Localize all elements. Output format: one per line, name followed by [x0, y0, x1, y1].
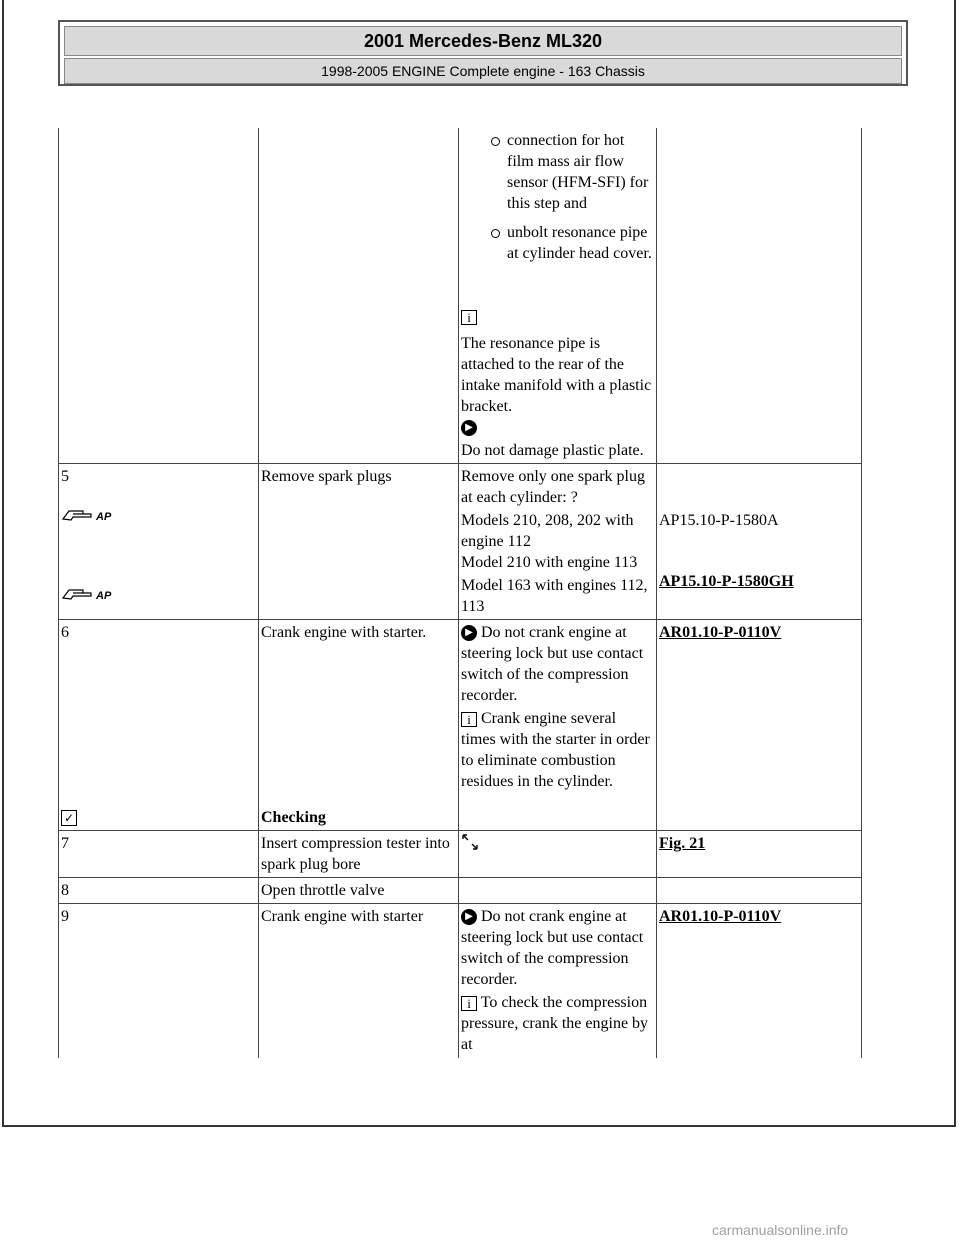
ap-hand-icon	[61, 586, 121, 608]
warning-icon: ▶	[461, 909, 477, 925]
reference-link[interactable]: AR01.10-P-0110V	[659, 624, 782, 641]
step-title-cell	[259, 620, 459, 831]
info-note-icon: i	[461, 996, 477, 1011]
warning-text: Do not crank engine at steering lock but use contact switch of the compression recorder.	[461, 624, 644, 704]
sub-item-text: Model 163 with engines 112, 113	[461, 577, 648, 615]
figure-link[interactable]: Fig. 21	[659, 835, 706, 852]
header-subtitle: 1998-2005 ENGINE Complete engine - 163 Chassis	[64, 58, 902, 84]
note-text: To check the compression pressure, crank the engine by at	[461, 994, 649, 1053]
table-row	[59, 464, 862, 620]
page-header	[58, 20, 908, 86]
step-title: Insert compression tester into spark plug bore	[259, 831, 459, 878]
step-number: 7	[59, 831, 259, 878]
warning-icon: ▶	[461, 625, 477, 641]
step-number-cell	[59, 464, 259, 620]
reference-link[interactable]: AR01.10-P-0110V	[659, 908, 782, 925]
step-title: Crank engine with starter.	[261, 624, 427, 641]
reference-text: AP15.10-P-1580A	[659, 512, 779, 529]
step-detail-cell	[459, 904, 657, 1059]
step-title: Remove spark plugs	[259, 464, 459, 620]
step-number-cell	[59, 904, 259, 1059]
info-note-icon: i	[461, 712, 477, 727]
table-row	[59, 831, 862, 878]
step-title: Open throttle valve	[259, 878, 459, 904]
procedure-table	[58, 128, 862, 1058]
reference-cell	[657, 464, 862, 620]
step-detail-cell	[459, 620, 657, 831]
bullet-list	[461, 130, 654, 264]
step-number: 6	[61, 624, 69, 641]
warning-text: Do not crank engine at steering lock but use contact switch of the compression recorder.	[461, 908, 644, 988]
header-title: 2001 Mercedes-Benz ML320	[64, 26, 902, 56]
table-row	[59, 128, 862, 464]
reference-cell	[657, 620, 862, 831]
step-number: 8	[59, 878, 259, 904]
checking-label: Checking	[261, 809, 326, 826]
step-number: 9	[61, 908, 69, 925]
table-row	[59, 620, 862, 831]
step-intro: Remove only one spark plug at each cylinder: ?	[461, 468, 645, 506]
checking-icon: ✓	[61, 810, 77, 826]
step-title: Crank engine with starter	[259, 904, 459, 1059]
warning-icon: ▶	[461, 420, 477, 436]
reference-link[interactable]: AP15.10-P-1580GH	[659, 573, 794, 590]
step-number: 5	[61, 468, 69, 485]
reference-cell	[657, 904, 862, 1059]
sub-item-text: Models 210, 208, 202 with engine 112	[461, 512, 634, 550]
step-detail-cell	[459, 831, 657, 878]
watermark: carmanualsonline.info	[712, 1222, 849, 1238]
note-text: The resonance pipe is attached to the rear of the intake manifold with a plastic bracket.	[461, 335, 652, 415]
svg-text:AP: AP	[96, 589, 112, 602]
note-text: Crank engine several times with the starter in order to eliminate combustion residues in the cylinder.	[461, 710, 650, 790]
table-row	[59, 904, 862, 1059]
figure-icon	[461, 833, 479, 857]
continuation-cell	[459, 128, 657, 464]
step-detail-cell	[459, 464, 657, 620]
list-item: unbolt resonance pipe at cylinder head cover.	[507, 222, 654, 264]
step-number-cell	[59, 620, 259, 831]
list-item: connection for hot film mass air flow sensor (HFM-SFI) for this step and	[507, 130, 654, 214]
sub-item-text: Model 210 with engine 113	[461, 554, 638, 571]
reference-cell	[657, 831, 862, 878]
table-row	[59, 878, 862, 904]
warning-text: Do not damage plastic plate.	[461, 442, 644, 459]
svg-text:AP: AP	[96, 511, 112, 524]
info-note-icon: i	[461, 310, 477, 325]
ap-hand-icon	[61, 507, 121, 529]
